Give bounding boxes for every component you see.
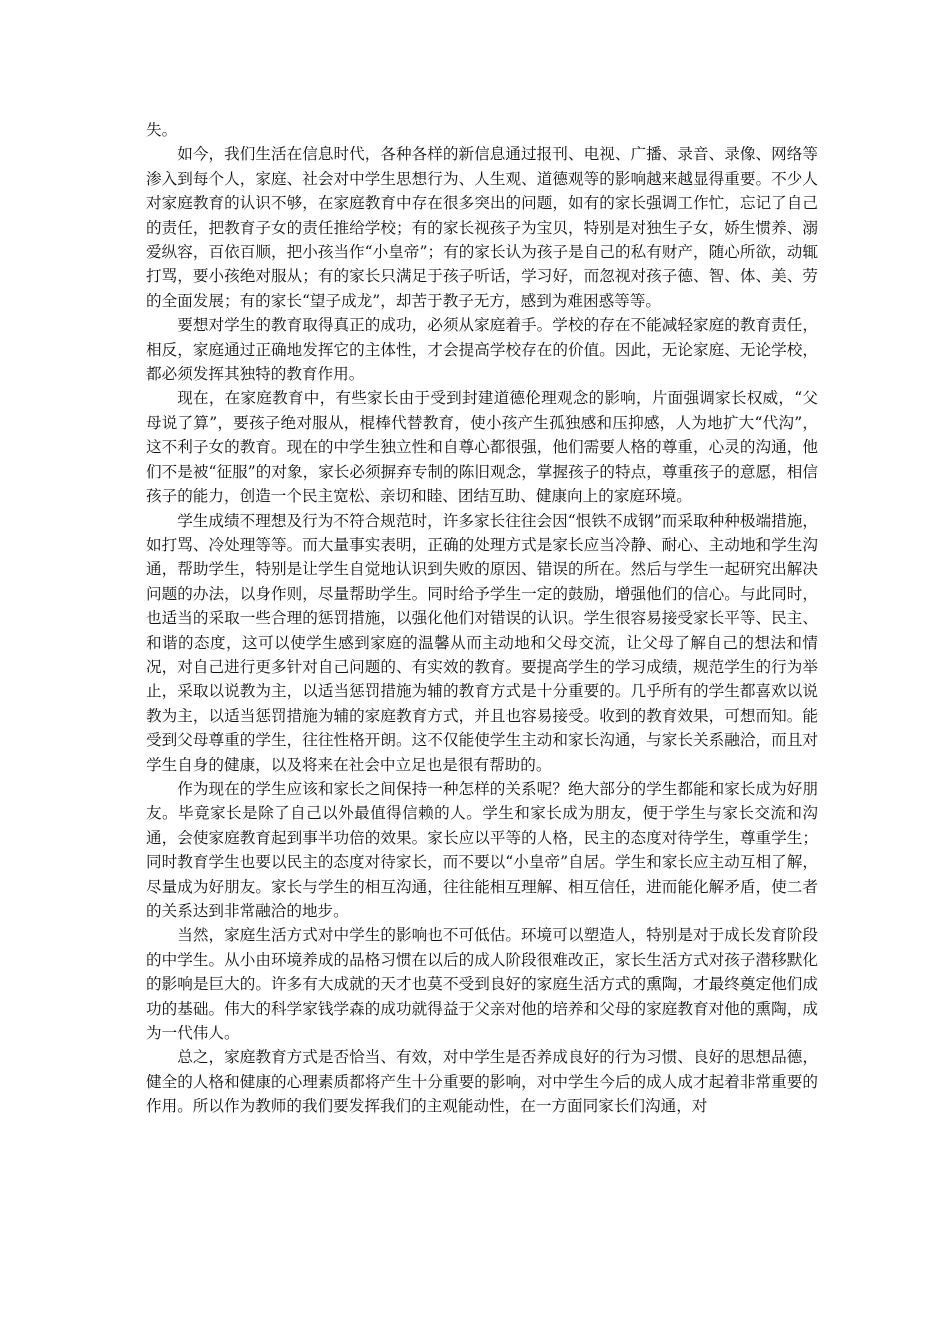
paragraph-family-lifestyle: 当然，家庭生活方式对中学生的影响也不可低估。环境可以塑造人，特别是对于成长发育阶段的中学生。从小由环境养成的品格习惯在以后的成人阶段很难改正，家长生活方式对孩子潜移默化的影响是巨大的。许多有大成就的天才也莫不受到良好的家庭生活方式的熏陶，才最终奠定他们成功的基础。伟大的科学家钱学森的成功就得益于父亲对他的培养和父母的家庭教育对他的熏陶，成为一代伟人。 [146, 926, 818, 1043]
paragraph-start-from-family: 要想对学生的教育取得真正的成功，必须从家庭着手。学校的存在不能减轻家庭的教育责任，相反，家庭通过正确地发挥它的主体性，才会提高学校存在的价值。因此，无论家庭、无论学校，都必须发挥其独特的教育作用。 [146, 316, 818, 384]
paragraph-continuation: 失。 [146, 121, 178, 139]
paragraph-information-era: 如今，我们生活在信息时代，各种各样的新信息通过报刊、电视、广播、录音、录像、网络等渗入到每个人，家庭、社会对中学生思想行为、人生观、道德观等的影响越来越显得重要。不少人对家庭教育的认识不够，在家庭教育中存在很多突出的问题，如有的家长强调工作忙，忘记了自己的责任，把教育子女的责任推给学校；有的家长视孩子为宝贝，特别是对独生子女，娇生惯养、溺爱纵容，百依百顺，把小孩当作“小皇帝”；有的家长认为孩子是自己的私有财产，随心所欲，动辄打骂，要小孩绝对服从；有的家长只满足于孩子听话，学习好，而忽视对孩子德、智、体、美、劳的全面发展；有的家长“望子成龙”，却苦于教子无方，感到为难困惑等等。 [146, 145, 818, 310]
document-page [146, 118, 818, 1119]
paragraph-handling-failure: 学生成绩不理想及行为不符合规范时，许多家长往往会因“恨铁不成钢”而采取种种极端措施，如打骂、冷处理等等。而大量事实表明，正确的处理方式是家长应当冷静、耐心、主动地和学生沟通，帮助学生，特别是让学生自觉地认识到失败的原因、错误的所在。然后与学生一起研究出解决问题的办法，以身作则，尽量帮助学生。同时给予学生一定的鼓励，增强他们的信心。与此同时，也适当的采取一些合理的惩罚措施，以强化他们对错误的认识。学生很容易接受家长平等、民主、和谐的态度，这可以使学生感到家庭的温馨从而主动地和父母交流，让父母了解自己的想法和情况，对自己进行更多针对自己问题的、有实效的教育。要提高学生的学习成绩，规范学生的行为举止，采取以说教为主，以适当惩罚措施为辅的教育方式是十分重要的。几乎所有的学生都喜欢以说教为主，以适当惩罚措施为辅的家庭教育方式，并且也容易接受。收到的教育效果，可想而知。能受到父母尊重的学生，往往性格开朗。这不仅能使学生主动和家长沟通，与家长关系融洽，而且对学生自身的健康，以及将来在社会中立足也是很有帮助的。 [146, 511, 818, 774]
paragraph-parent-student-relationship: 作为现在的学生应该和家长之间保持一种怎样的关系呢？绝大部分的学生都能和家长成为好朋友。毕竟家长是除了自己以外最值得信赖的人。学生和家长成为朋友，便于学生与家长交流和沟通，会使家庭教育起到事半功倍的效果。家长应以平等的人格，民主的态度对待学生，尊重学生；同时教育学生也要以民主的态度对待家长，而不要以“小皇帝”自居。学生和家长应主动互相了解，尽量成为好朋友。家长与学生的相互沟通，往往能相互理解、相互信任，进而能化解矛盾，使二者的关系达到非常融洽的地步。 [146, 779, 818, 920]
paragraph-parental-authority: 现在，在家庭教育中，有些家长由于受到封建道德伦理观念的影响，片面强调家长权威，“父母说了算”，要孩子绝对服从，棍棒代替教育，使小孩产生孤独感和压抑感，人为地扩大“代沟”，这不利子女的教育。现在的中学生独立性和自尊心都很强，他们需要人格的尊重，心灵的沟通，他们不是被“征服”的对象，家长必须摒弃专制的陈旧观念，掌握孩子的特点，尊重孩子的意愿，相信孩子的能力，创造一个民主宽松、亲切和睦、团结互助、健康向上的家庭环境。 [146, 389, 818, 506]
paragraph-conclusion: 总之，家庭教育方式是否恰当、有效，对中学生是否养成良好的行为习惯、良好的思想品德，健全的人格和健康的心理素质都将产生十分重要的影响，对中学生今后的成人成才起着非常重要的作用。所以作为教师的我们要发挥我们的主观能动性，在一方面同家长们沟通，对 [146, 1048, 818, 1116]
